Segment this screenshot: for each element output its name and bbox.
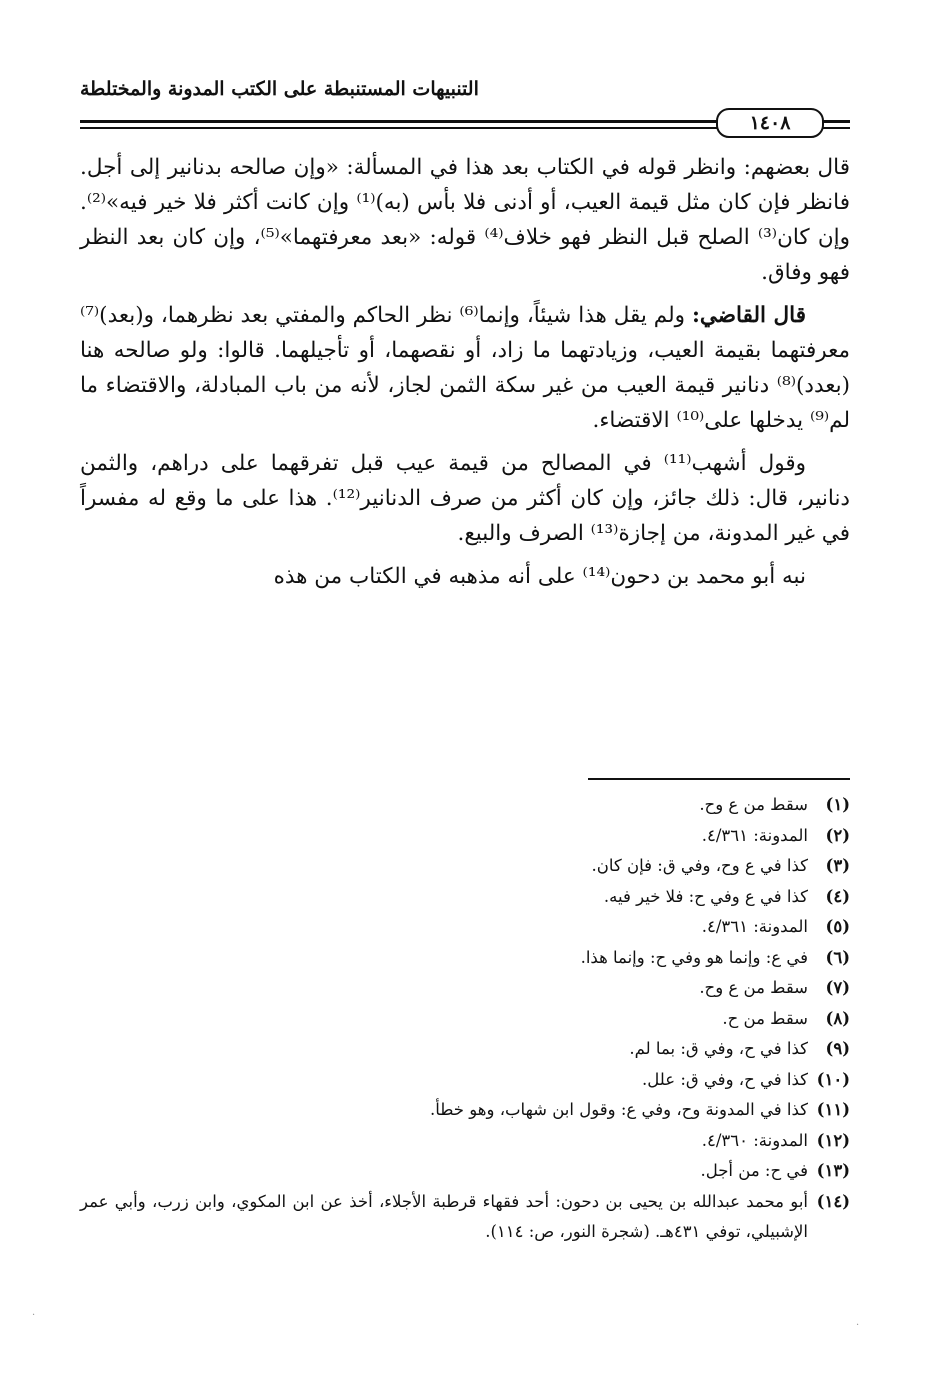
footnote-text: سقط من ع وح. bbox=[699, 978, 808, 997]
footnote-number: (٦) bbox=[825, 947, 850, 967]
footnote-number: (٩) bbox=[825, 1039, 850, 1058]
footnote-text: كذا في ح، وفي ق: بما لم. bbox=[629, 1039, 808, 1058]
footnote-item bbox=[80, 1126, 850, 1157]
paragraph-2 bbox=[80, 298, 850, 438]
footnotes-list bbox=[80, 790, 850, 1248]
page-number-badge bbox=[716, 108, 824, 138]
footnote-item bbox=[80, 943, 850, 974]
page-number: ١٤٠٨ bbox=[749, 111, 791, 134]
footnote-text: في ع: وإنما هو وفي ح: وإنما هذا. bbox=[580, 947, 808, 967]
paragraph-1: قال بعضهم: وانظر قوله في الكتاب بعد هذا في المسألة: «وإن صالحه بدنانير إلى أجل. فانظر فإن كان مثل قيمة العيب، أو أدنى فلا بأس (به)⁽¹⁾ وإن كانت أكثر فلا خير فيه»⁽²⁾. وإن كان⁽³⁾ الصلح قبل النظر فهو خلاف⁽⁴⁾ قوله: «بعد معرفتهما»⁽⁵⁾، وإن كان بعد النظر فهو وفاق. bbox=[80, 155, 850, 285]
paragraph-2-rest: ولم يقل هذا شيئاً، وإنما⁽⁶⁾ نظر الحاكم والمفتي بعد نظرهما، و(بعد)⁽⁷⁾ معرفتهما بقيمة العيب، وزيادتهما ما زاد، أو نقصهما، أو تأجيلهما. قالوا: ولو صالحه هنا (بعدد)⁽⁸⁾ دنانير قيمة العيب من غير سكة الثمن لجاز، لأنه من باب المبادلة، والاقتضاء ما لم⁽⁹⁾ يدخلها على⁽¹⁰⁾ الاقتضاء. bbox=[80, 303, 850, 433]
footnote-item bbox=[80, 912, 850, 943]
footnote-item bbox=[80, 1004, 850, 1035]
paragraph-2-lead: قال القاضي: bbox=[691, 303, 807, 328]
footnote-number: (١٣) bbox=[816, 1161, 850, 1180]
footnote-number: (١٢) bbox=[816, 1130, 850, 1150]
footnote-text: سقط من ع وح. bbox=[699, 795, 808, 814]
footnote-item bbox=[80, 821, 850, 852]
footnote-text: كذا في ع وفي ح: فلا خير فيه. bbox=[603, 886, 808, 906]
paragraph-3: وقول أشهب⁽¹¹⁾ في المصالح من قيمة عيب قبل تفرقهما على دراهم، والثمن دنانير، قال: ذلك جائز، وإن كان أكثر من صرف الدنانير⁽¹²⁾. هذا على ما وقع له مفسراً في غير المدونة، من إجازة⁽¹³⁾ الصرف والبيع. bbox=[80, 451, 851, 546]
footnote-text: سقط من ح. bbox=[722, 1008, 808, 1028]
footnote-number: (٨) bbox=[825, 1008, 850, 1028]
footnote-text: المدونة: ٤/٣٦١. bbox=[701, 917, 808, 936]
footnote-item bbox=[80, 851, 850, 882]
footnote-number: (٢) bbox=[825, 825, 850, 845]
footnote-number: (١١) bbox=[816, 1100, 850, 1119]
footnote-number: (١٠) bbox=[816, 1069, 850, 1089]
footnote-text: كذا في ح، وفي ق: علل. bbox=[642, 1069, 808, 1089]
footnote-number: (٣) bbox=[825, 856, 850, 875]
footnote-item bbox=[80, 1034, 850, 1065]
footnote-item bbox=[80, 1095, 850, 1126]
footnote-item bbox=[80, 882, 850, 913]
footnote-text: كذا في المدونة وح، وفي ع: وقول ابن شهاب، وهو خطأ. bbox=[430, 1100, 808, 1119]
footnote-item bbox=[80, 1156, 850, 1187]
footnote-item bbox=[80, 790, 850, 821]
scan-mark-right: · bbox=[856, 1320, 860, 1331]
footnote-item bbox=[80, 1187, 850, 1248]
footnote-number: (٤) bbox=[825, 886, 850, 906]
footnote-number: (٧) bbox=[825, 978, 850, 997]
footnote-text: المدونة: ٤/٣٦١. bbox=[701, 825, 808, 845]
footnote-text: أبو محمد عبدالله بن يحيى بن دحون: أحد فقهاء قرطبة الأجلاء، أخذ عن ابن المكوي، وابن زرب، وأبي عمر الإشبيلي، توفي ٤٣١هـ. (شجرة النور، ص: ١١٤). bbox=[80, 1191, 808, 1241]
footnote-item bbox=[80, 973, 850, 1004]
scan-mark-left: · bbox=[32, 1310, 36, 1321]
footnote-text: في ح: من أجل. bbox=[700, 1161, 808, 1180]
main-text bbox=[80, 150, 850, 602]
footnote-number: (١) bbox=[825, 795, 850, 814]
footnote-number: (١٤) bbox=[816, 1191, 850, 1211]
footnote-separator bbox=[588, 778, 850, 780]
footnote-item bbox=[80, 1065, 850, 1096]
footnote-number: (٥) bbox=[825, 917, 850, 936]
paragraph-4: نبه أبو محمد بن دحون⁽¹⁴⁾ على أنه مذهبه في الكتاب من هذه bbox=[273, 564, 806, 589]
footnote-text: كذا في ع وح، وفي ق: فإن كان. bbox=[591, 856, 808, 875]
running-header-title: التنبيهات المستنبطة على الكتب المدونة والمختلطة bbox=[80, 78, 479, 100]
footnote-text: المدونة: ٤/٣٦٠. bbox=[701, 1130, 808, 1150]
